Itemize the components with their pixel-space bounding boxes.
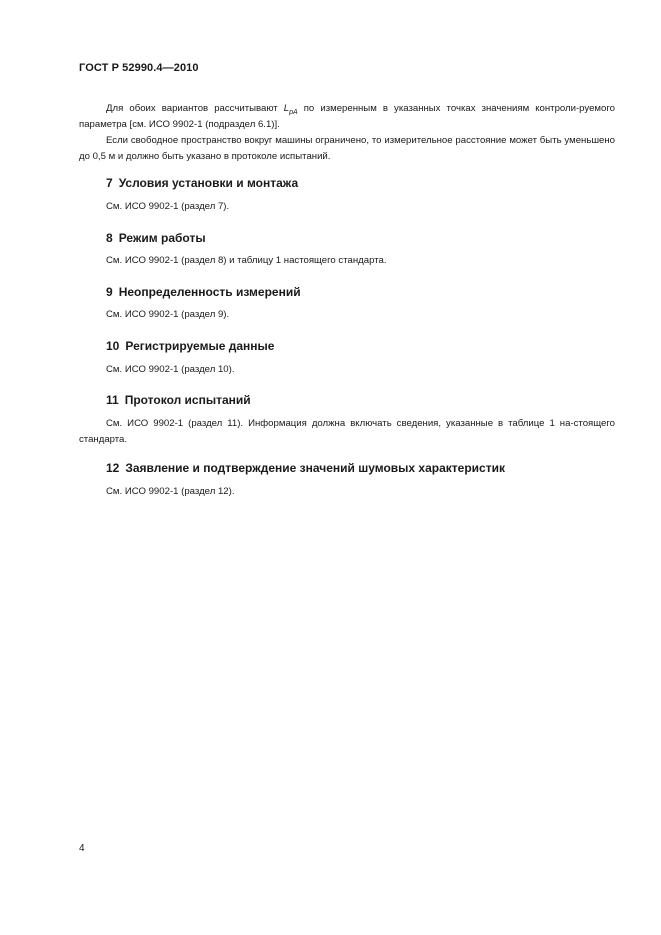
section-title: Условия установки и монтажа [118, 176, 299, 190]
section-text-11-content: См. ИСО 9902-1 (раздел 11). Информация должна включать сведения, указанные в таблице 1 на-стоящего стандарта. [79, 418, 615, 445]
intro-p1-text-b: по измеренным в указанных точках значениям контроли-руемого параметра [см. ИСО 9902-1 (подраздел 6.1)]. [79, 103, 615, 130]
intro-paragraph-2 [79, 133, 615, 165]
document-id: ГОСТ Р 52990.4—2010 [79, 62, 199, 74]
variable-subscript: pA [289, 109, 298, 116]
section-heading-12 [106, 461, 505, 475]
variable-lpa [284, 103, 298, 114]
intro-p2-text: Если свободное пространство вокруг машины ограничено, то измерительное расстояние может быть уменьшено до 0,5 м и должно быть указано в протоколе испытаний. [79, 135, 615, 162]
section-heading-10 [106, 339, 274, 353]
section-title: Режим работы [118, 231, 206, 245]
section-heading-11 [106, 393, 251, 407]
section-text-12: См. ИСО 9902-1 (раздел 12). [106, 486, 235, 497]
section-heading-7 [106, 176, 298, 190]
section-number: 8 [106, 231, 113, 245]
section-title: Регистрируемые данные [125, 339, 275, 353]
section-title: Неопределенность измерений [118, 285, 301, 299]
section-heading-8 [106, 231, 206, 245]
section-number: 11 [106, 393, 119, 407]
section-heading-9 [106, 285, 301, 299]
section-text-10: См. ИСО 9902-1 (раздел 10). [106, 364, 235, 375]
page-number: 4 [79, 843, 85, 854]
variable-symbol: L [283, 103, 290, 114]
section-number: 12 [106, 461, 120, 475]
section-text-9: См. ИСО 9902-1 (раздел 9). [106, 309, 230, 320]
section-number: 10 [106, 339, 120, 353]
section-title: Протокол испытаний [124, 393, 251, 407]
section-text-11 [79, 416, 615, 448]
intro-p1-text-a: Для обоих вариантов рассчитывают [106, 103, 284, 114]
section-number: 9 [106, 285, 113, 299]
section-number: 7 [106, 176, 113, 190]
intro-paragraph-1 [79, 101, 615, 133]
section-text-8: См. ИСО 9902-1 (раздел 8) и таблицу 1 настоящего стандарта. [106, 255, 387, 266]
section-title: Заявление и подтверждение значений шумовых характеристик [125, 461, 505, 475]
section-text-7: См. ИСО 9902-1 (раздел 7). [106, 201, 230, 212]
